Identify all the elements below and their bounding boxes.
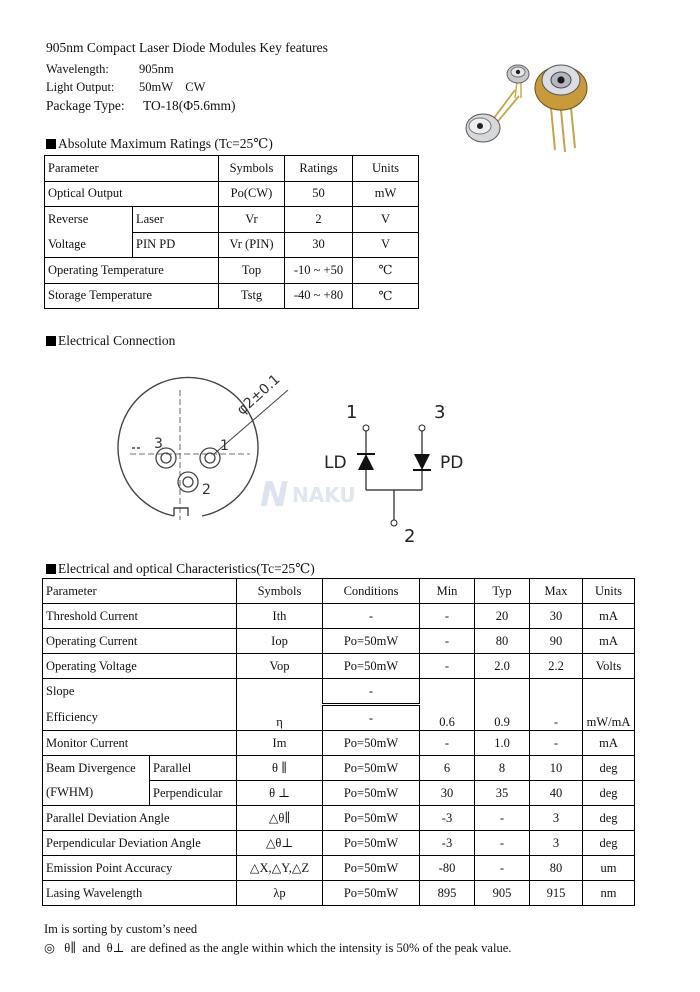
watermark-logo — [260, 475, 356, 515]
table-cell: 20 — [475, 604, 530, 629]
table-cell: deg — [583, 781, 635, 806]
eo-heading-text: Electrical and optical Characteristics(Tc=25℃) — [58, 561, 315, 576]
table-cell: 2.2 — [530, 654, 583, 679]
table-cell: Operating Temperature — [45, 258, 219, 284]
table-cell: 2.0 — [475, 654, 530, 679]
feature-light-output — [46, 80, 205, 95]
table-cell: 10 — [530, 756, 583, 781]
table-row — [45, 283, 419, 309]
table-header-cell: Symbols — [219, 156, 285, 182]
table-row — [43, 629, 635, 654]
table-cell: 40 — [530, 781, 583, 806]
table-cell: 80 — [530, 856, 583, 881]
watermark-n-icon: N — [260, 475, 289, 515]
table-header-row — [43, 579, 635, 604]
table-cell: deg — [583, 831, 635, 856]
table-row — [43, 756, 635, 781]
table-header-row — [45, 156, 419, 182]
diode-right — [535, 65, 587, 152]
table-cell: Efficiency — [43, 705, 237, 731]
feature-package — [46, 98, 235, 114]
table-header-cell: Max — [530, 579, 583, 604]
table-cell: Ith — [237, 604, 323, 629]
table-cell: Vop — [237, 654, 323, 679]
table-cell: Optical Output — [45, 181, 219, 207]
table-cell: mA — [583, 629, 635, 654]
schematic-pin-3-label: 3 — [434, 402, 446, 423]
eo-table — [42, 578, 635, 906]
pin-1-label: 1 — [220, 438, 229, 454]
elec-conn-heading — [46, 333, 175, 349]
feature-value: 905nm — [139, 62, 174, 76]
table-row — [43, 856, 635, 881]
table-cell: mA — [583, 731, 635, 756]
schematic-pin-1-label: 1 — [346, 402, 358, 423]
table-cell: 0.6 — [420, 679, 475, 731]
table-cell: - — [323, 679, 420, 705]
table-cell: Po=50mW — [323, 781, 420, 806]
table-cell: η — [237, 679, 323, 731]
table-cell: Parallel Deviation Angle — [43, 806, 237, 831]
table-row — [45, 232, 419, 258]
table-cell: - — [420, 604, 475, 629]
table-cell: Po=50mW — [323, 831, 420, 856]
table-cell: Tstg — [219, 283, 285, 309]
table-cell: Po=50mW — [323, 629, 420, 654]
photodiode-icon — [414, 454, 430, 470]
pin-2-circle — [178, 472, 198, 492]
package-outline — [118, 377, 258, 520]
table-cell: V — [353, 232, 419, 258]
table-cell: Perpendicular — [150, 781, 237, 806]
table-cell: λp — [237, 881, 323, 906]
table-cell: 30 — [420, 781, 475, 806]
table-cell: 6 — [420, 756, 475, 781]
table-cell: - — [420, 629, 475, 654]
table-cell: Operating Current — [43, 629, 237, 654]
pin-2-label: 2 — [202, 482, 211, 498]
table-cell: (FWHM) — [43, 781, 150, 806]
table-cell: 1.0 — [475, 731, 530, 756]
table-cell: Im — [237, 731, 323, 756]
table-row — [45, 181, 419, 207]
table-header-cell: Symbols — [237, 579, 323, 604]
table-cell: - — [475, 806, 530, 831]
table-cell: Po=50mW — [323, 806, 420, 831]
table-header-cell: Units — [583, 579, 635, 604]
feature-wavelength — [46, 62, 174, 77]
table-cell: Storage Temperature — [45, 283, 219, 309]
table-row — [43, 806, 635, 831]
table-cell: -80 — [420, 856, 475, 881]
table-cell: Parallel — [150, 756, 237, 781]
table-cell: 35 — [475, 781, 530, 806]
note-im: Im is sorting by custom’s need — [44, 922, 198, 936]
table-cell: 8 — [475, 756, 530, 781]
table-cell: -3 — [420, 806, 475, 831]
table-row — [43, 881, 635, 906]
table-cell: PIN PD — [133, 232, 219, 258]
table-cell: Vr (PIN) — [219, 232, 285, 258]
table-cell: 895 — [420, 881, 475, 906]
table-cell: Slope — [43, 679, 237, 705]
pin-3-label: 3 — [154, 436, 163, 452]
pin-diagram — [110, 370, 500, 550]
table-cell: V — [353, 207, 419, 233]
diode-left — [466, 90, 519, 142]
table-cell: Emission Point Accuracy — [43, 856, 237, 881]
elec-conn-heading-text: Electrical Connection — [58, 333, 176, 348]
feature-label: Wavelength: — [46, 62, 109, 76]
table-cell: 30 — [285, 232, 353, 258]
table-cell: 2 — [285, 207, 353, 233]
table-cell: Perpendicular Deviation Angle — [43, 831, 237, 856]
table-row — [43, 654, 635, 679]
table-cell: ℃ — [353, 258, 419, 284]
pin-1-terminal — [363, 425, 369, 431]
pin-2-terminal — [391, 520, 397, 526]
pd-label: PD — [440, 453, 464, 473]
table-cell: -3 — [420, 831, 475, 856]
table-cell: Top — [219, 258, 285, 284]
watermark-text: NAKU — [292, 483, 356, 507]
table-cell: mW — [353, 181, 419, 207]
schematic-pin-2-label: 2 — [404, 526, 416, 547]
page-title: 905nm Compact Laser Diode Modules Key features — [46, 40, 328, 55]
table-header-cell: Typ — [475, 579, 530, 604]
abs-max-table — [44, 155, 419, 309]
table-row — [43, 831, 635, 856]
table-cell: Operating Voltage — [43, 654, 237, 679]
table-row — [45, 207, 419, 233]
pin-dimension-label: φ2±0.1 — [234, 371, 284, 419]
table-cell: Po=50mW — [323, 731, 420, 756]
table-header-cell: Ratings — [285, 156, 353, 182]
table-cell: 50 — [285, 181, 353, 207]
table-cell: Po=50mW — [323, 654, 420, 679]
table-cell: Iop — [237, 629, 323, 654]
table-cell: deg — [583, 806, 635, 831]
table-cell: Reverse — [45, 207, 133, 233]
table-cell: deg — [583, 756, 635, 781]
table-cell: Po=50mW — [323, 756, 420, 781]
table-header-cell: Parameter — [45, 156, 219, 182]
feature-value: 50mW CW — [139, 80, 206, 94]
table-header-cell: Conditions — [323, 579, 420, 604]
table-cell: 0.9 — [475, 679, 530, 731]
table-cell: Po(CW) — [219, 181, 285, 207]
table-cell: nm — [583, 881, 635, 906]
table-cell: um — [583, 856, 635, 881]
table-cell: Lasing Wavelength — [43, 881, 237, 906]
table-cell: θ ⊥ — [237, 781, 323, 806]
laser-diode-icon — [358, 454, 374, 470]
feature-value: TO-18(Φ5.6mm) — [143, 98, 236, 113]
table-cell: 905 — [475, 881, 530, 906]
product-photo — [455, 52, 615, 156]
table-cell: - — [475, 856, 530, 881]
table-cell: ℃ — [353, 283, 419, 309]
table-cell: - — [323, 705, 420, 731]
bullet-square-icon — [46, 336, 56, 346]
note-theta: ◎ θ∥ and θ⊥ are defined as the angle within which the intensity is 50% of the peak value. — [44, 941, 512, 955]
table-cell: △θ∥ — [237, 806, 323, 831]
table-cell: - — [475, 831, 530, 856]
table-cell: 80 — [475, 629, 530, 654]
table-cell: Threshold Current — [43, 604, 237, 629]
table-cell: △X,△Y,△Z — [237, 856, 323, 881]
table-cell: -10 ~ +50 — [285, 258, 353, 284]
table-row — [43, 604, 635, 629]
table-cell: - — [530, 679, 583, 731]
table-cell: - — [420, 654, 475, 679]
table-cell: 90 — [530, 629, 583, 654]
table-cell: Po=50mW — [323, 856, 420, 881]
table-cell: mA — [583, 604, 635, 629]
eo-heading — [46, 561, 315, 577]
table-cell: Volts — [583, 654, 635, 679]
feature-label: Light Output: — [46, 80, 115, 94]
abs-max-heading — [46, 136, 273, 152]
bullet-square-icon — [46, 564, 56, 574]
table-cell: θ ∥ — [237, 756, 323, 781]
table-cell: 3 — [530, 831, 583, 856]
table-header-cell: Min — [420, 579, 475, 604]
table-row — [43, 679, 635, 705]
ld-label: LD — [324, 453, 347, 473]
table-cell: 915 — [530, 881, 583, 906]
table-cell: Monitor Current — [43, 731, 237, 756]
pin-3-terminal — [419, 425, 425, 431]
bullet-square-icon — [46, 139, 56, 149]
table-row — [43, 781, 635, 806]
table-cell: - — [530, 731, 583, 756]
table-cell: mW/mA — [583, 679, 635, 731]
table-cell: Laser — [133, 207, 219, 233]
abs-max-heading-text: Absolute Maximum Ratings (Tc=25℃) — [58, 136, 273, 151]
table-cell: 3 — [530, 806, 583, 831]
table-cell: - — [420, 731, 475, 756]
table-header-cell: Parameter — [43, 579, 237, 604]
table-row — [43, 731, 635, 756]
small-diode-top — [507, 65, 529, 98]
table-cell: Voltage — [45, 232, 133, 258]
table-cell: Vr — [219, 207, 285, 233]
table-cell: -40 ~ +80 — [285, 283, 353, 309]
table-row — [45, 258, 419, 284]
table-cell: - — [323, 604, 420, 629]
table-cell: Po=50mW — [323, 881, 420, 906]
table-cell: △θ⊥ — [237, 831, 323, 856]
table-header-cell: Units — [353, 156, 419, 182]
table-cell: Beam Divergence — [43, 756, 150, 781]
table-cell: 30 — [530, 604, 583, 629]
feature-label: Package Type: — [46, 98, 125, 113]
